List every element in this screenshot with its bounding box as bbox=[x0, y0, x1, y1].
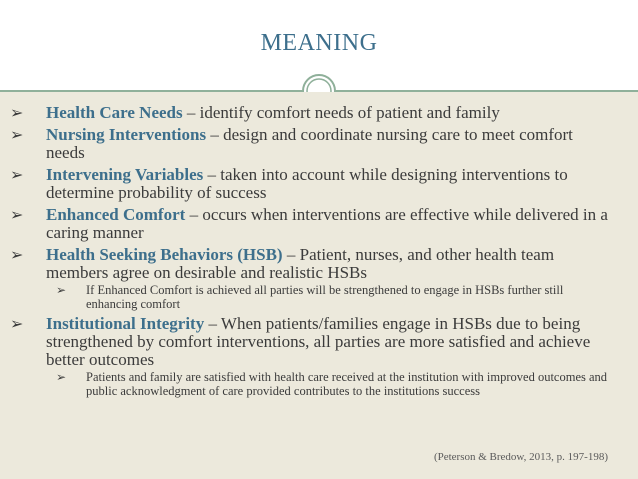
arrow-bullet-icon: ➢ bbox=[10, 314, 24, 333]
sub-item-text: If Enhanced Comfort is achieved all parties will be strengthened to engage in HSBs further still enhancing comfort bbox=[86, 283, 564, 311]
term-label: Intervening Variables bbox=[46, 165, 204, 184]
list-item bbox=[6, 246, 612, 282]
arrow-bullet-icon: ➢ bbox=[56, 283, 67, 297]
term-label: Health Care Needs bbox=[46, 103, 183, 122]
term-description: – Patient, nurses, and other health team members agree on desirable and realistic HSBs bbox=[46, 245, 555, 282]
list-item bbox=[6, 206, 612, 242]
term-label: Health Seeking Behaviors (HSB) bbox=[46, 245, 283, 264]
content-area bbox=[0, 92, 638, 479]
term-description: – When patients/families engage in HSBs due to being strengthened by comfort interventions, all parties are more satisfied and achieve better outcomes bbox=[46, 314, 591, 369]
sub-list-item bbox=[6, 371, 612, 398]
arrow-bullet-icon: ➢ bbox=[10, 125, 24, 144]
term-label: Nursing Interventions bbox=[46, 125, 207, 144]
arrow-bullet-icon: ➢ bbox=[10, 205, 24, 224]
citation: (Peterson & Bredow, 2013, p. 197-198) bbox=[433, 451, 608, 463]
arrow-bullet-icon: ➢ bbox=[10, 103, 24, 122]
slide-title: MEANING bbox=[260, 30, 378, 56]
sub-list-item bbox=[6, 284, 612, 311]
list-item bbox=[6, 315, 612, 369]
list-item bbox=[6, 166, 612, 202]
list-item bbox=[6, 126, 612, 162]
term-description: – identify comfort needs of patient and family bbox=[182, 103, 500, 122]
sub-item-text: Patients and family are satisfied with health care received at the institution with improved outcomes and public acknowledgment of care provided contributes to the institutions success bbox=[86, 370, 608, 398]
list-item bbox=[6, 104, 612, 122]
arrow-bullet-icon: ➢ bbox=[56, 370, 67, 384]
term-description: – design and coordinate nursing care to meet comfort needs bbox=[46, 125, 573, 162]
term-label: Enhanced Comfort bbox=[46, 205, 186, 224]
arrow-bullet-icon: ➢ bbox=[10, 165, 24, 184]
arrow-bullet-icon: ➢ bbox=[10, 245, 24, 264]
term-description: – occurs when interventions are effective while delivered in a caring manner bbox=[46, 205, 608, 242]
term-description: – taken into account while designing interventions to determine probability of success bbox=[46, 165, 568, 202]
term-label: Institutional Integrity bbox=[46, 314, 205, 333]
bullet-list bbox=[6, 104, 612, 402]
